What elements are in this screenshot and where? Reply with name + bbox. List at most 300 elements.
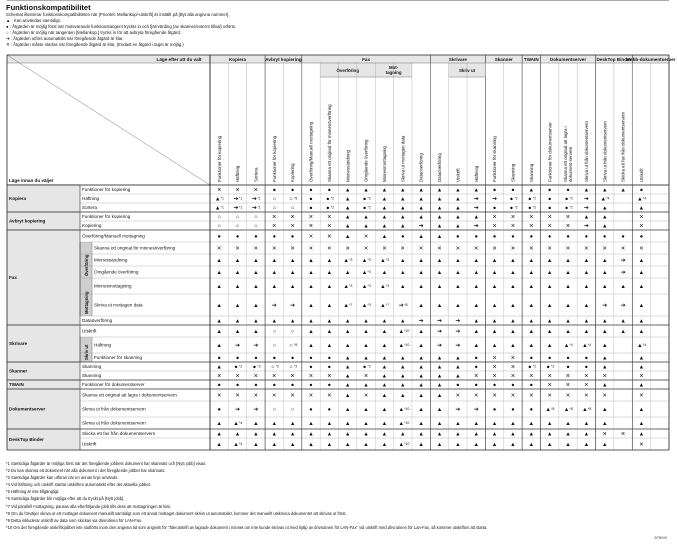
compat-cell: ✕ xyxy=(492,355,497,362)
compat-cell: ✕ xyxy=(308,214,314,221)
compat-cell: ▲ xyxy=(363,343,369,349)
row-subgroup-label: Överföring xyxy=(84,254,89,276)
compat-cell: ▲ xyxy=(563,407,570,413)
compat-footnote-ref: *2 xyxy=(367,364,371,369)
compat-cell: ▲ xyxy=(308,303,314,309)
compat-cell: ▲ xyxy=(510,284,516,290)
compat-cell: ● xyxy=(492,382,497,389)
compat-cell: ✕ xyxy=(253,373,259,380)
compat-cell: ▲ xyxy=(253,442,259,448)
compat-cell: ➔ xyxy=(583,196,589,203)
compat-cell: ▲ xyxy=(546,284,553,290)
compat-cell: ▲ xyxy=(381,270,388,276)
row-label: Överföring/Manuell mottagning xyxy=(82,233,145,239)
compat-cell: ● xyxy=(254,234,258,240)
figure-code: SPB009 xyxy=(654,536,667,540)
compat-cell: ▲ xyxy=(473,343,479,349)
compat-cell: ▲ xyxy=(363,421,369,427)
compat-cell: ▲ xyxy=(473,270,479,276)
compat-cell: ▲ xyxy=(253,329,259,335)
compat-cell: ▲ xyxy=(216,343,222,349)
compat-cell: ▲ xyxy=(381,421,388,427)
compat-footnote-ref: *3 xyxy=(349,258,353,263)
compat-footnote-ref: *3 xyxy=(367,284,371,289)
compat-cell: ▲ xyxy=(473,214,479,221)
compat-cell: ▲ xyxy=(308,258,314,264)
compat-cell: ▲ xyxy=(600,196,607,203)
column-header: Omgående överföring xyxy=(363,139,369,182)
column-subgroup-header: Överföring xyxy=(336,68,359,73)
compat-cell: ▲ xyxy=(308,318,314,325)
compat-cell: ● xyxy=(564,205,569,212)
compat-cell: ▲ xyxy=(528,431,535,438)
compat-cell: ▲ xyxy=(381,364,388,371)
compat-cell: ▲ xyxy=(638,421,645,427)
compat-cell: ▲ xyxy=(510,318,516,325)
compat-cell: ▲ xyxy=(343,284,349,290)
compat-cell: ▲ xyxy=(289,442,296,448)
compat-cell: ▲ xyxy=(583,303,590,309)
compat-footnote-ref: *2 xyxy=(257,364,261,369)
compat-cell: ➔ xyxy=(473,223,479,230)
compat-cell: ▲ xyxy=(326,318,333,325)
compat-cell: ▲ xyxy=(418,214,424,221)
row-label: Skriva ut mottagen data xyxy=(94,302,143,308)
compat-cell: ▲ xyxy=(601,270,608,276)
compat-cell: ▲ xyxy=(216,258,222,264)
compat-cell: ▲ xyxy=(289,318,296,325)
row-group-label: Skanner xyxy=(9,368,28,374)
compat-cell: ➔ xyxy=(418,223,424,230)
compat-cell: ▲ xyxy=(528,187,535,194)
compat-footnote-ref: *4 xyxy=(239,442,243,447)
row-label: Funktioner för skanning xyxy=(94,355,143,361)
compat-cell: ▲ xyxy=(455,373,461,380)
column-header: Skriva ut från dokumentservern xyxy=(602,120,608,182)
row-group-label: TWAIN xyxy=(9,382,24,388)
compat-cell: ✕ xyxy=(547,382,553,389)
compat-footnote-ref: *1 xyxy=(257,205,261,210)
footnote: *6 Samtidiga åtgärder blir möjliga efter att du tryckt på [Nytt jobb]. xyxy=(6,496,125,502)
compat-cell: ▲ xyxy=(436,284,443,290)
column-header: Utskrift xyxy=(455,168,461,182)
compat-footnote-ref: *4 xyxy=(587,343,592,348)
compat-cell: ▲ xyxy=(491,343,498,349)
compat-cell: ▲ xyxy=(583,442,590,448)
compat-footnote-ref: *7 xyxy=(385,303,390,308)
compat-cell: ▲ xyxy=(326,343,333,349)
compat-cell: ➔ xyxy=(620,258,626,264)
compat-cell: ➔ xyxy=(583,223,589,230)
compat-cell: ▲ xyxy=(455,364,461,371)
compat-cell: ✕ xyxy=(308,234,314,240)
compat-cell: ▲ xyxy=(400,284,406,290)
compat-cell: ▲ xyxy=(638,382,645,389)
compat-cell: ✕ xyxy=(639,393,644,399)
compat-cell: ▲ xyxy=(473,258,479,264)
column-header: Minnesmottagning xyxy=(382,146,388,182)
compat-cell: ✕ xyxy=(584,246,589,252)
compat-cell: ▲ xyxy=(253,318,259,325)
compat-cell: ● xyxy=(511,234,515,240)
compat-cell: ● xyxy=(217,407,221,413)
compat-cell: ● xyxy=(474,364,478,371)
compat-cell: ▲ xyxy=(344,205,351,212)
compat-cell: ✕ xyxy=(437,246,442,252)
compat-cell: ✕ xyxy=(492,214,497,221)
compat-cell: ● xyxy=(217,234,221,240)
compat-cell: ▲ xyxy=(436,431,443,438)
compat-cell: ▲ xyxy=(398,343,405,349)
compat-cell: ▲ xyxy=(491,258,498,264)
compat-cell: ● xyxy=(547,187,552,194)
compat-cell: ✕ xyxy=(253,187,259,194)
row-label: Skanna ett original att lagra i dokumentservern xyxy=(82,392,177,398)
compat-cell: ▲ xyxy=(418,364,424,371)
compat-cell: ● xyxy=(547,196,552,203)
compat-cell: ▲ xyxy=(455,258,461,264)
compat-cell: ✕ xyxy=(216,187,222,194)
compat-cell: ✕ xyxy=(510,214,516,221)
compat-cell: ▲ xyxy=(637,343,643,349)
compat-cell: ✕ xyxy=(510,364,516,371)
column-subgroup-header: Mot- xyxy=(388,65,399,70)
compat-cell: ● xyxy=(362,205,367,212)
compat-cell: ▲ xyxy=(638,355,645,362)
compat-cell: ● xyxy=(362,364,367,371)
compat-cell: ▲ xyxy=(326,258,333,264)
compat-cell: ▲ xyxy=(436,407,443,413)
compat-cell: ● xyxy=(252,364,257,371)
compat-cell: ✕ xyxy=(510,393,516,399)
compat-cell: ➔ xyxy=(235,407,241,413)
compat-cell: ▲ xyxy=(565,270,571,276)
footnote: *3 Samtidiga åtgärder kan utföras när en annan linje används. xyxy=(6,475,119,481)
column-header: Utskrift xyxy=(639,168,645,182)
compat-cell: ➔ xyxy=(253,343,259,349)
compat-cell: ● xyxy=(492,407,497,413)
compat-footnote-ref: *2 xyxy=(275,364,279,369)
compat-cell: ▲ xyxy=(271,421,278,427)
compat-cell: ➔ xyxy=(455,318,461,325)
row-label: Omgående överföring xyxy=(94,269,139,275)
compat-cell: ▲ xyxy=(436,214,443,221)
compat-cell: ▲ xyxy=(418,329,424,335)
column-header: Skanning xyxy=(510,163,516,182)
compat-cell: ▲ xyxy=(234,270,241,276)
column-subgroup-header: Skriv ut xyxy=(458,68,476,73)
compat-cell: ● xyxy=(584,355,589,362)
compat-footnote-ref: *4 xyxy=(642,343,647,348)
compat-cell: ▲ xyxy=(344,355,351,362)
row-subgroup-label: Skriv ut xyxy=(84,344,89,360)
corner-diagonal xyxy=(7,55,210,185)
row-label: Funktioner för dokumentserver xyxy=(82,382,145,388)
compat-cell: ➔ xyxy=(455,343,461,349)
compat-cell: ▲ xyxy=(344,234,351,240)
compat-cell: ▲ xyxy=(398,407,405,413)
compat-cell: ✕ xyxy=(290,393,295,399)
compat-footnote-ref: *3 xyxy=(385,258,390,263)
compat-cell: ▲ xyxy=(400,355,406,362)
compat-cell: ▲ xyxy=(528,270,535,276)
compat-cell: ➔ xyxy=(620,270,626,276)
compat-cell: ▲ xyxy=(620,318,626,325)
compat-cell: ▲ xyxy=(528,303,535,309)
compat-cell: ▲ xyxy=(361,284,368,290)
column-group-header: Webb-dokumentserver xyxy=(625,57,676,62)
compat-cell: ▲ xyxy=(637,196,643,203)
compat-cell: ▲ xyxy=(361,303,368,309)
compat-cell: ▲ xyxy=(473,303,479,309)
compat-cell: ▲ xyxy=(418,421,424,427)
compat-cell: ● xyxy=(290,234,295,240)
compat-cell: ▲ xyxy=(473,421,479,427)
compat-cell: ▲ xyxy=(381,196,388,203)
column-header: Skicka ett fax från dokumentservern xyxy=(620,111,626,182)
compat-cell: ▲ xyxy=(528,421,535,427)
compat-cell: ▲ xyxy=(381,234,388,240)
compat-cell: ● xyxy=(326,196,330,203)
compat-cell: ✕ xyxy=(363,373,369,380)
compat-cell: ▲ xyxy=(400,270,406,276)
column-group-header: DeskTop Binder xyxy=(596,57,632,62)
compat-cell: ● xyxy=(327,407,332,413)
compat-cell: ● xyxy=(639,187,644,194)
compat-cell: ✕ xyxy=(363,246,369,252)
compat-cell: ▲ xyxy=(418,270,424,276)
row-label: Skanning xyxy=(82,373,102,379)
compat-footnote-ref: *1 xyxy=(239,205,243,210)
compat-cell: ● xyxy=(564,196,569,203)
compat-footnote-ref: *3 xyxy=(349,284,353,289)
compat-cell: ✕ xyxy=(216,373,222,380)
compat-cell: ▲ xyxy=(436,364,443,371)
compat-cell: ● xyxy=(309,407,313,413)
compat-cell: ▲ xyxy=(308,421,314,427)
compat-cell: ✕ xyxy=(455,246,461,252)
row-label: Skriva ut från dokumentservern xyxy=(82,420,146,426)
compat-footnote-ref: *4 xyxy=(606,196,610,201)
column-header: Skanning xyxy=(528,163,534,182)
compat-cell: ➔ xyxy=(436,343,443,349)
footnote: *9 Detta inkluderar utskrift av data som skickas via drivrutinen för LAN-Fax. xyxy=(6,517,143,523)
compat-cell: ▲ xyxy=(491,431,498,438)
row-label: Häftning xyxy=(82,196,100,202)
compat-cell: ● xyxy=(309,196,313,203)
compat-cell: ▲ xyxy=(418,355,424,362)
column-header: Minnessändning xyxy=(345,150,351,182)
compat-cell: ● xyxy=(546,364,550,371)
compat-cell: ● xyxy=(529,234,533,240)
compat-cell: ▲ xyxy=(510,343,516,349)
compat-cell: ✕ xyxy=(326,234,332,240)
compat-cell: ○ xyxy=(272,407,276,413)
compat-cell: ✕ xyxy=(290,373,295,380)
compat-cell: ▲ xyxy=(326,303,333,309)
compat-cell: ▲ xyxy=(436,442,443,448)
compat-cell: ▲ xyxy=(455,196,461,203)
compat-cell: ▲ xyxy=(400,364,406,371)
compat-cell: ▲ xyxy=(583,431,590,438)
compat-cell: ▲ xyxy=(418,196,424,203)
legend-auto: ➔ : Åtgärden utförs automatiskt när föregående åtgärd är klar. xyxy=(6,36,124,42)
row-label: Utskrift xyxy=(82,441,97,447)
compat-cell: ● xyxy=(217,382,221,389)
compat-cell: ✕ xyxy=(308,246,314,252)
compat-cell: ▲ xyxy=(400,223,406,230)
compat-cell: ▲ xyxy=(233,442,239,448)
compat-cell: ▲ xyxy=(363,355,369,362)
compat-cell: ▲ xyxy=(363,187,369,194)
compat-cell: ▲ xyxy=(638,318,645,325)
compat-cell: ▲ xyxy=(436,205,443,212)
compat-cell: ✕ xyxy=(565,393,571,399)
compat-cell: ▲ xyxy=(546,303,553,309)
compat-cell: ● xyxy=(456,382,460,389)
compat-cell: ▲ xyxy=(638,407,645,413)
compat-cell: ▲ xyxy=(601,205,608,212)
compat-cell: ✕ xyxy=(565,223,571,230)
compat-cell: ▲ xyxy=(638,205,645,212)
compat-cell: ▲ xyxy=(326,284,333,290)
compat-cell: ▲ xyxy=(510,303,516,309)
compat-cell: ▲ xyxy=(473,329,479,335)
compat-cell: ▲ xyxy=(436,196,443,203)
compat-cell: ● xyxy=(511,187,515,194)
row-label: Skriva ut från dokumentservern xyxy=(82,406,146,412)
compat-cell: ▲ xyxy=(400,373,406,380)
compat-footnote-ref: *4 xyxy=(642,196,647,201)
compat-cell: ● xyxy=(509,205,514,212)
compat-cell: ● xyxy=(235,382,240,389)
compat-cell: ● xyxy=(309,382,313,389)
compat-cell: ▲ xyxy=(638,284,645,290)
legend-interrupt: ○ : Åtgärden är möjlig när tangenten [Mellankop.] trycks in för att avbryta föregående åtgärd. xyxy=(6,30,182,36)
compat-cell: ▲ xyxy=(582,343,588,349)
compat-cell: ▲ xyxy=(510,421,516,427)
compat-cell: ▲ xyxy=(455,421,461,427)
compat-cell: ✕ xyxy=(602,431,608,438)
compat-cell: ▲ xyxy=(344,270,351,276)
compat-cell: ▲ xyxy=(638,364,645,371)
compat-cell: ▲ xyxy=(620,284,626,290)
compat-cell: ▲ xyxy=(216,431,222,438)
compat-footnote-ref: *2 xyxy=(367,196,371,201)
compat-cell: ✕ xyxy=(528,373,534,380)
compat-cell: ▲ xyxy=(546,270,553,276)
compat-footnote-ref: *8 xyxy=(404,303,408,308)
compat-cell: ✕ xyxy=(326,223,332,230)
row-group-label: DeskTop Binder xyxy=(9,437,44,443)
compat-cell: ✕ xyxy=(492,364,497,371)
compat-cell: ● xyxy=(474,382,478,389)
compat-cell: ▲ xyxy=(565,442,571,448)
row-label: Funktioner för kopiering xyxy=(82,214,131,220)
compat-cell: ✕ xyxy=(565,246,571,252)
compat-cell: ▲ xyxy=(455,214,461,221)
compat-cell: ● xyxy=(474,355,478,362)
compat-cell: ▲ xyxy=(381,382,388,389)
compat-cell: ▲ xyxy=(234,329,241,335)
compat-cell: ▲ xyxy=(491,421,498,427)
compat-cell: ▲ xyxy=(620,187,626,194)
compat-cell: ✕ xyxy=(455,393,461,399)
compat-cell: ○ xyxy=(290,205,295,212)
compat-footnote-ref: *10 xyxy=(404,442,410,447)
column-header: Funktioner för kopiering xyxy=(271,135,277,182)
column-group-header: Dokumentserver xyxy=(549,57,587,62)
compat-cell: ✕ xyxy=(253,246,259,252)
column-header: Kopiering xyxy=(290,163,296,182)
compat-cell: ✕ xyxy=(363,393,369,399)
compat-cell: ● xyxy=(235,355,240,362)
page-title: Funktionskompatibilitet xyxy=(6,3,91,12)
compat-cell: ✕ xyxy=(308,393,314,399)
compat-cell: ▲ xyxy=(436,270,443,276)
compat-cell: ✕ xyxy=(584,393,589,399)
compat-footnote-ref: *10 xyxy=(404,407,410,412)
compat-cell: ▲ xyxy=(308,343,314,349)
compat-cell: ○ xyxy=(217,223,221,230)
compat-cell: ✕ xyxy=(271,246,277,252)
compat-cell: ✕ xyxy=(565,382,571,389)
compat-cell: ● xyxy=(547,355,552,362)
compat-cell: ▲ xyxy=(233,421,239,427)
compat-footnote-ref: *2 xyxy=(367,205,371,210)
compat-cell: ✕ xyxy=(235,393,240,399)
compat-cell: ▲ xyxy=(308,270,314,276)
compat-cell: ✕ xyxy=(510,246,516,252)
compat-cell: ▲ xyxy=(400,187,406,194)
column-header: Sortera xyxy=(253,167,259,182)
compat-cell: ● xyxy=(566,355,570,362)
compat-cell: ▲ xyxy=(436,393,443,399)
compat-cell: ▲ xyxy=(326,329,333,335)
compat-footnote-ref: *2 xyxy=(569,205,573,210)
compat-cell: ✕ xyxy=(235,246,240,252)
compat-cell: ▲ xyxy=(381,223,388,230)
compat-cell: ▲ xyxy=(528,284,535,290)
compat-cell: ○ xyxy=(217,214,221,221)
compat-cell: ▲ xyxy=(473,442,479,448)
compat-cell: ➔ xyxy=(583,205,589,212)
compat-cell: ▲ xyxy=(216,270,222,276)
compat-cell: ▲ xyxy=(381,214,388,221)
compat-cell: ▲ xyxy=(510,431,516,438)
compat-cell: ▲ xyxy=(546,343,553,349)
compat-cell: ➔ xyxy=(492,196,498,203)
compat-footnote-ref: *1 xyxy=(257,196,261,201)
compat-cell: ▲ xyxy=(565,421,571,427)
compat-cell: ✕ xyxy=(326,214,332,221)
column-header: Skanna ett original att lagra i xyxy=(563,126,569,182)
compat-cell: ● xyxy=(492,234,497,240)
compat-cell: ▲ xyxy=(234,284,241,290)
compat-cell: ● xyxy=(272,382,276,389)
compat-cell: ✕ xyxy=(584,382,589,389)
compat-cell: ▲ xyxy=(418,373,424,380)
compat-cell: ▲ xyxy=(380,303,386,309)
compat-cell: ➔ xyxy=(473,196,479,203)
compat-cell: ● xyxy=(254,382,258,389)
compat-cell: ➔ xyxy=(233,196,239,203)
compat-cell: ● xyxy=(529,355,533,362)
compat-cell: ▲ xyxy=(289,284,296,290)
compat-cell: ▲ xyxy=(308,442,314,448)
compat-cell: ▲ xyxy=(344,343,351,349)
compat-cell: ▲ xyxy=(216,421,222,427)
